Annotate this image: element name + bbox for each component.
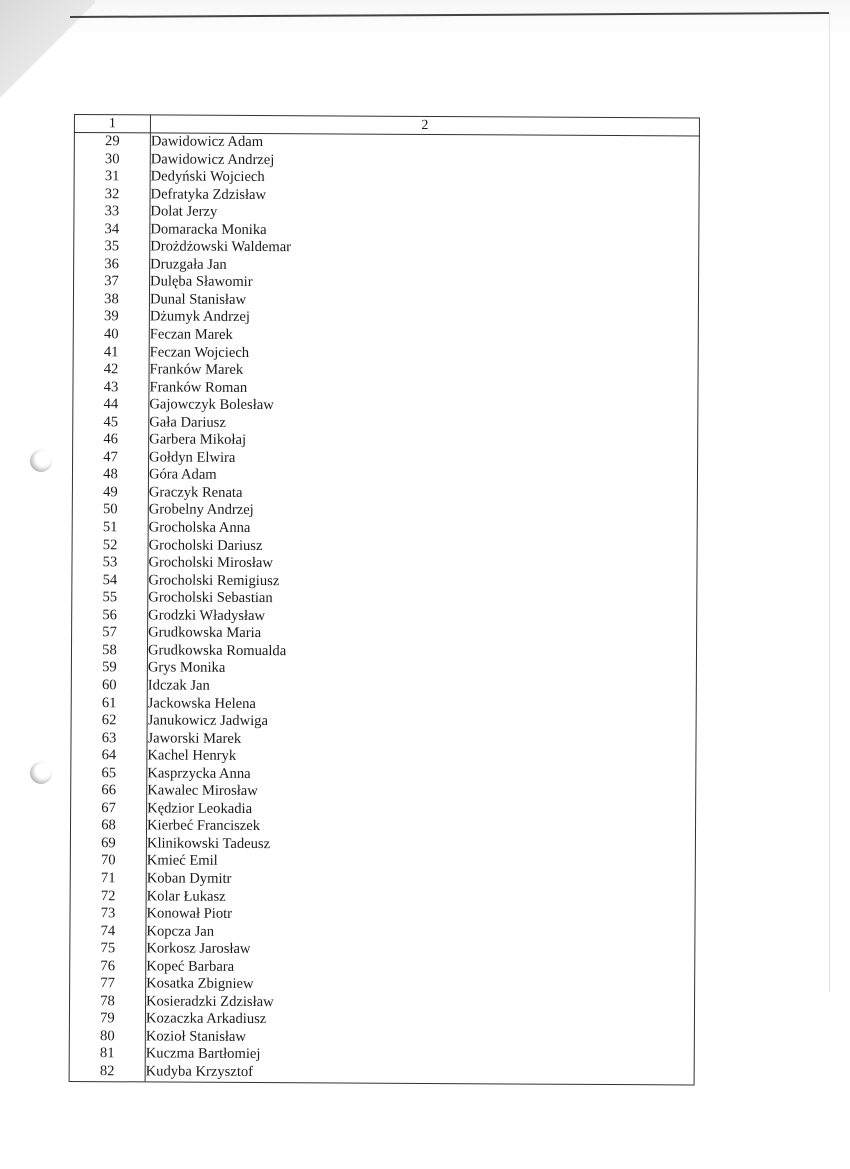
row-number: 38 bbox=[73, 291, 149, 309]
row-number: 42 bbox=[73, 361, 149, 379]
person-name: Kopeć Barbara bbox=[146, 958, 695, 979]
row-number: 74 bbox=[70, 923, 146, 941]
row-number: 45 bbox=[73, 414, 149, 432]
name-list-table bbox=[69, 114, 700, 1085]
row-number: 29 bbox=[74, 133, 150, 151]
row-number: 47 bbox=[73, 449, 149, 467]
row-number: 73 bbox=[70, 905, 146, 923]
row-number: 52 bbox=[72, 537, 148, 555]
row-number: 36 bbox=[74, 256, 150, 274]
row-number: 61 bbox=[71, 694, 147, 712]
row-number: 46 bbox=[73, 431, 149, 449]
folded-corner bbox=[0, 0, 95, 120]
person-name: Góra Adam bbox=[148, 467, 697, 488]
row-number: 43 bbox=[73, 379, 149, 397]
row-number: 80 bbox=[69, 1028, 145, 1046]
row-number: 31 bbox=[74, 168, 150, 186]
page-top-edge bbox=[70, 12, 830, 18]
row-number: 50 bbox=[72, 501, 148, 519]
person-name: Kosatka Zbigniew bbox=[146, 976, 695, 997]
person-name: Graczyk Renata bbox=[148, 484, 697, 505]
row-number: 66 bbox=[71, 782, 147, 800]
person-name: Grocholski Remigiusz bbox=[148, 572, 697, 593]
person-name: Gajowczyk Bolesław bbox=[149, 397, 698, 418]
row-number: 34 bbox=[74, 221, 150, 239]
page-right-edge bbox=[829, 12, 830, 992]
person-name: Grobelny Andrzej bbox=[148, 502, 697, 523]
person-name: Franków Marek bbox=[149, 362, 698, 383]
row-number: 67 bbox=[71, 800, 147, 818]
person-name: Kopcza Jan bbox=[146, 923, 695, 944]
person-name: Dawidowicz Adam bbox=[150, 133, 699, 154]
row-number: 75 bbox=[70, 940, 146, 958]
person-name: Kawalec Mirosław bbox=[147, 783, 696, 804]
row-number: 54 bbox=[72, 572, 148, 590]
row-number: 48 bbox=[72, 466, 148, 484]
person-name: Druzgała Jan bbox=[150, 256, 699, 277]
person-name: Grys Monika bbox=[147, 660, 696, 681]
row-number: 39 bbox=[73, 308, 149, 326]
row-number: 65 bbox=[71, 765, 147, 783]
row-number: 35 bbox=[74, 238, 150, 256]
person-name: Kozioł Stanisław bbox=[145, 1028, 694, 1049]
row-number: 63 bbox=[71, 730, 147, 748]
person-name: Jackowska Helena bbox=[147, 695, 696, 716]
row-number: 62 bbox=[71, 712, 147, 730]
person-name: Grocholska Anna bbox=[148, 519, 697, 540]
person-name: Kosieradzki Zdzisław bbox=[145, 993, 694, 1014]
person-name: Garbera Mikołaj bbox=[149, 432, 698, 453]
row-number: 79 bbox=[69, 1010, 145, 1028]
name-list-table-wrapper bbox=[69, 114, 700, 1085]
person-name: Grocholski Sebastian bbox=[148, 590, 697, 611]
table-body bbox=[69, 133, 699, 1085]
person-name: Dulęba Sławomir bbox=[150, 274, 699, 295]
person-name: Janukowicz Jadwiga bbox=[147, 712, 696, 733]
person-name: Konował Piotr bbox=[146, 905, 695, 926]
person-name: Dedyński Wojciech bbox=[150, 169, 699, 190]
row-number: 41 bbox=[73, 344, 149, 362]
person-name: Koban Dymitr bbox=[146, 870, 695, 891]
row-number: 49 bbox=[72, 484, 148, 502]
row-number: 33 bbox=[74, 203, 150, 221]
row-number: 76 bbox=[70, 958, 146, 976]
row-number: 78 bbox=[69, 993, 145, 1011]
person-name: Grudkowska Romualda bbox=[147, 642, 696, 663]
person-name: Jaworski Marek bbox=[147, 730, 696, 751]
person-name: Kolar Łukasz bbox=[146, 888, 695, 909]
person-name: Korkosz Jarosław bbox=[146, 941, 695, 962]
row-number: 37 bbox=[74, 273, 150, 291]
person-name: Gała Dariusz bbox=[149, 414, 698, 435]
person-name: Feczan Wojciech bbox=[149, 344, 698, 365]
row-number: 44 bbox=[73, 396, 149, 414]
row-number: 69 bbox=[70, 835, 146, 853]
person-name: Franków Roman bbox=[149, 379, 698, 400]
person-name: Kmieć Emil bbox=[146, 853, 695, 874]
person-name: Kasprzycka Anna bbox=[147, 765, 696, 786]
person-name: Kierbeć Franciszek bbox=[146, 818, 695, 839]
row-number: 56 bbox=[72, 607, 148, 625]
row-number: 51 bbox=[72, 519, 148, 537]
person-name: Grodzki Władysław bbox=[148, 607, 697, 628]
person-name: Defratyka Zdzisław bbox=[150, 186, 699, 207]
column-header-number: 1 bbox=[74, 115, 150, 133]
person-name: Dawidowicz Andrzej bbox=[150, 151, 699, 172]
person-name: Idczak Jan bbox=[147, 677, 696, 698]
row-number: 58 bbox=[71, 642, 147, 660]
person-name: Drożdżowski Waldemar bbox=[150, 239, 699, 260]
person-name: Klinikowski Tadeusz bbox=[146, 835, 695, 856]
table-row bbox=[69, 1063, 694, 1085]
person-name: Kędzior Leokadia bbox=[147, 800, 696, 821]
row-number: 40 bbox=[73, 326, 149, 344]
punch-hole-icon bbox=[30, 450, 52, 472]
row-number: 71 bbox=[70, 870, 146, 888]
person-name: Dunal Stanisław bbox=[149, 291, 698, 312]
row-number: 68 bbox=[70, 817, 146, 835]
row-number: 55 bbox=[72, 589, 148, 607]
person-name: Grocholski Mirosław bbox=[148, 555, 697, 576]
row-number: 64 bbox=[71, 747, 147, 765]
person-name: Dolat Jerzy bbox=[150, 204, 699, 225]
row-number: 82 bbox=[69, 1063, 145, 1081]
person-name: Feczan Marek bbox=[149, 326, 698, 347]
person-name: Kozaczka Arkadiusz bbox=[145, 1011, 694, 1032]
person-name: Kudyba Krzysztof bbox=[145, 1063, 694, 1084]
person-name: Kachel Henryk bbox=[147, 748, 696, 769]
row-number: 77 bbox=[70, 975, 146, 993]
row-number: 70 bbox=[70, 852, 146, 870]
person-name: Dżumyk Andrzej bbox=[149, 309, 698, 330]
person-name: Grudkowska Maria bbox=[148, 625, 697, 646]
row-number: 59 bbox=[71, 659, 147, 677]
row-number: 30 bbox=[74, 151, 150, 169]
person-name: Grocholski Dariusz bbox=[148, 537, 697, 558]
person-name: Kuczma Bartłomiej bbox=[145, 1046, 694, 1067]
row-number: 57 bbox=[72, 624, 148, 642]
row-number: 53 bbox=[72, 554, 148, 572]
person-name: Gołdyn Elwira bbox=[149, 449, 698, 470]
row-number: 60 bbox=[71, 677, 147, 695]
row-number: 72 bbox=[70, 888, 146, 906]
row-number: 81 bbox=[69, 1045, 145, 1063]
column-header-name: 2 bbox=[150, 115, 699, 136]
punch-hole-icon bbox=[30, 762, 52, 784]
row-number: 32 bbox=[74, 186, 150, 204]
person-name: Domaracka Monika bbox=[150, 221, 699, 242]
